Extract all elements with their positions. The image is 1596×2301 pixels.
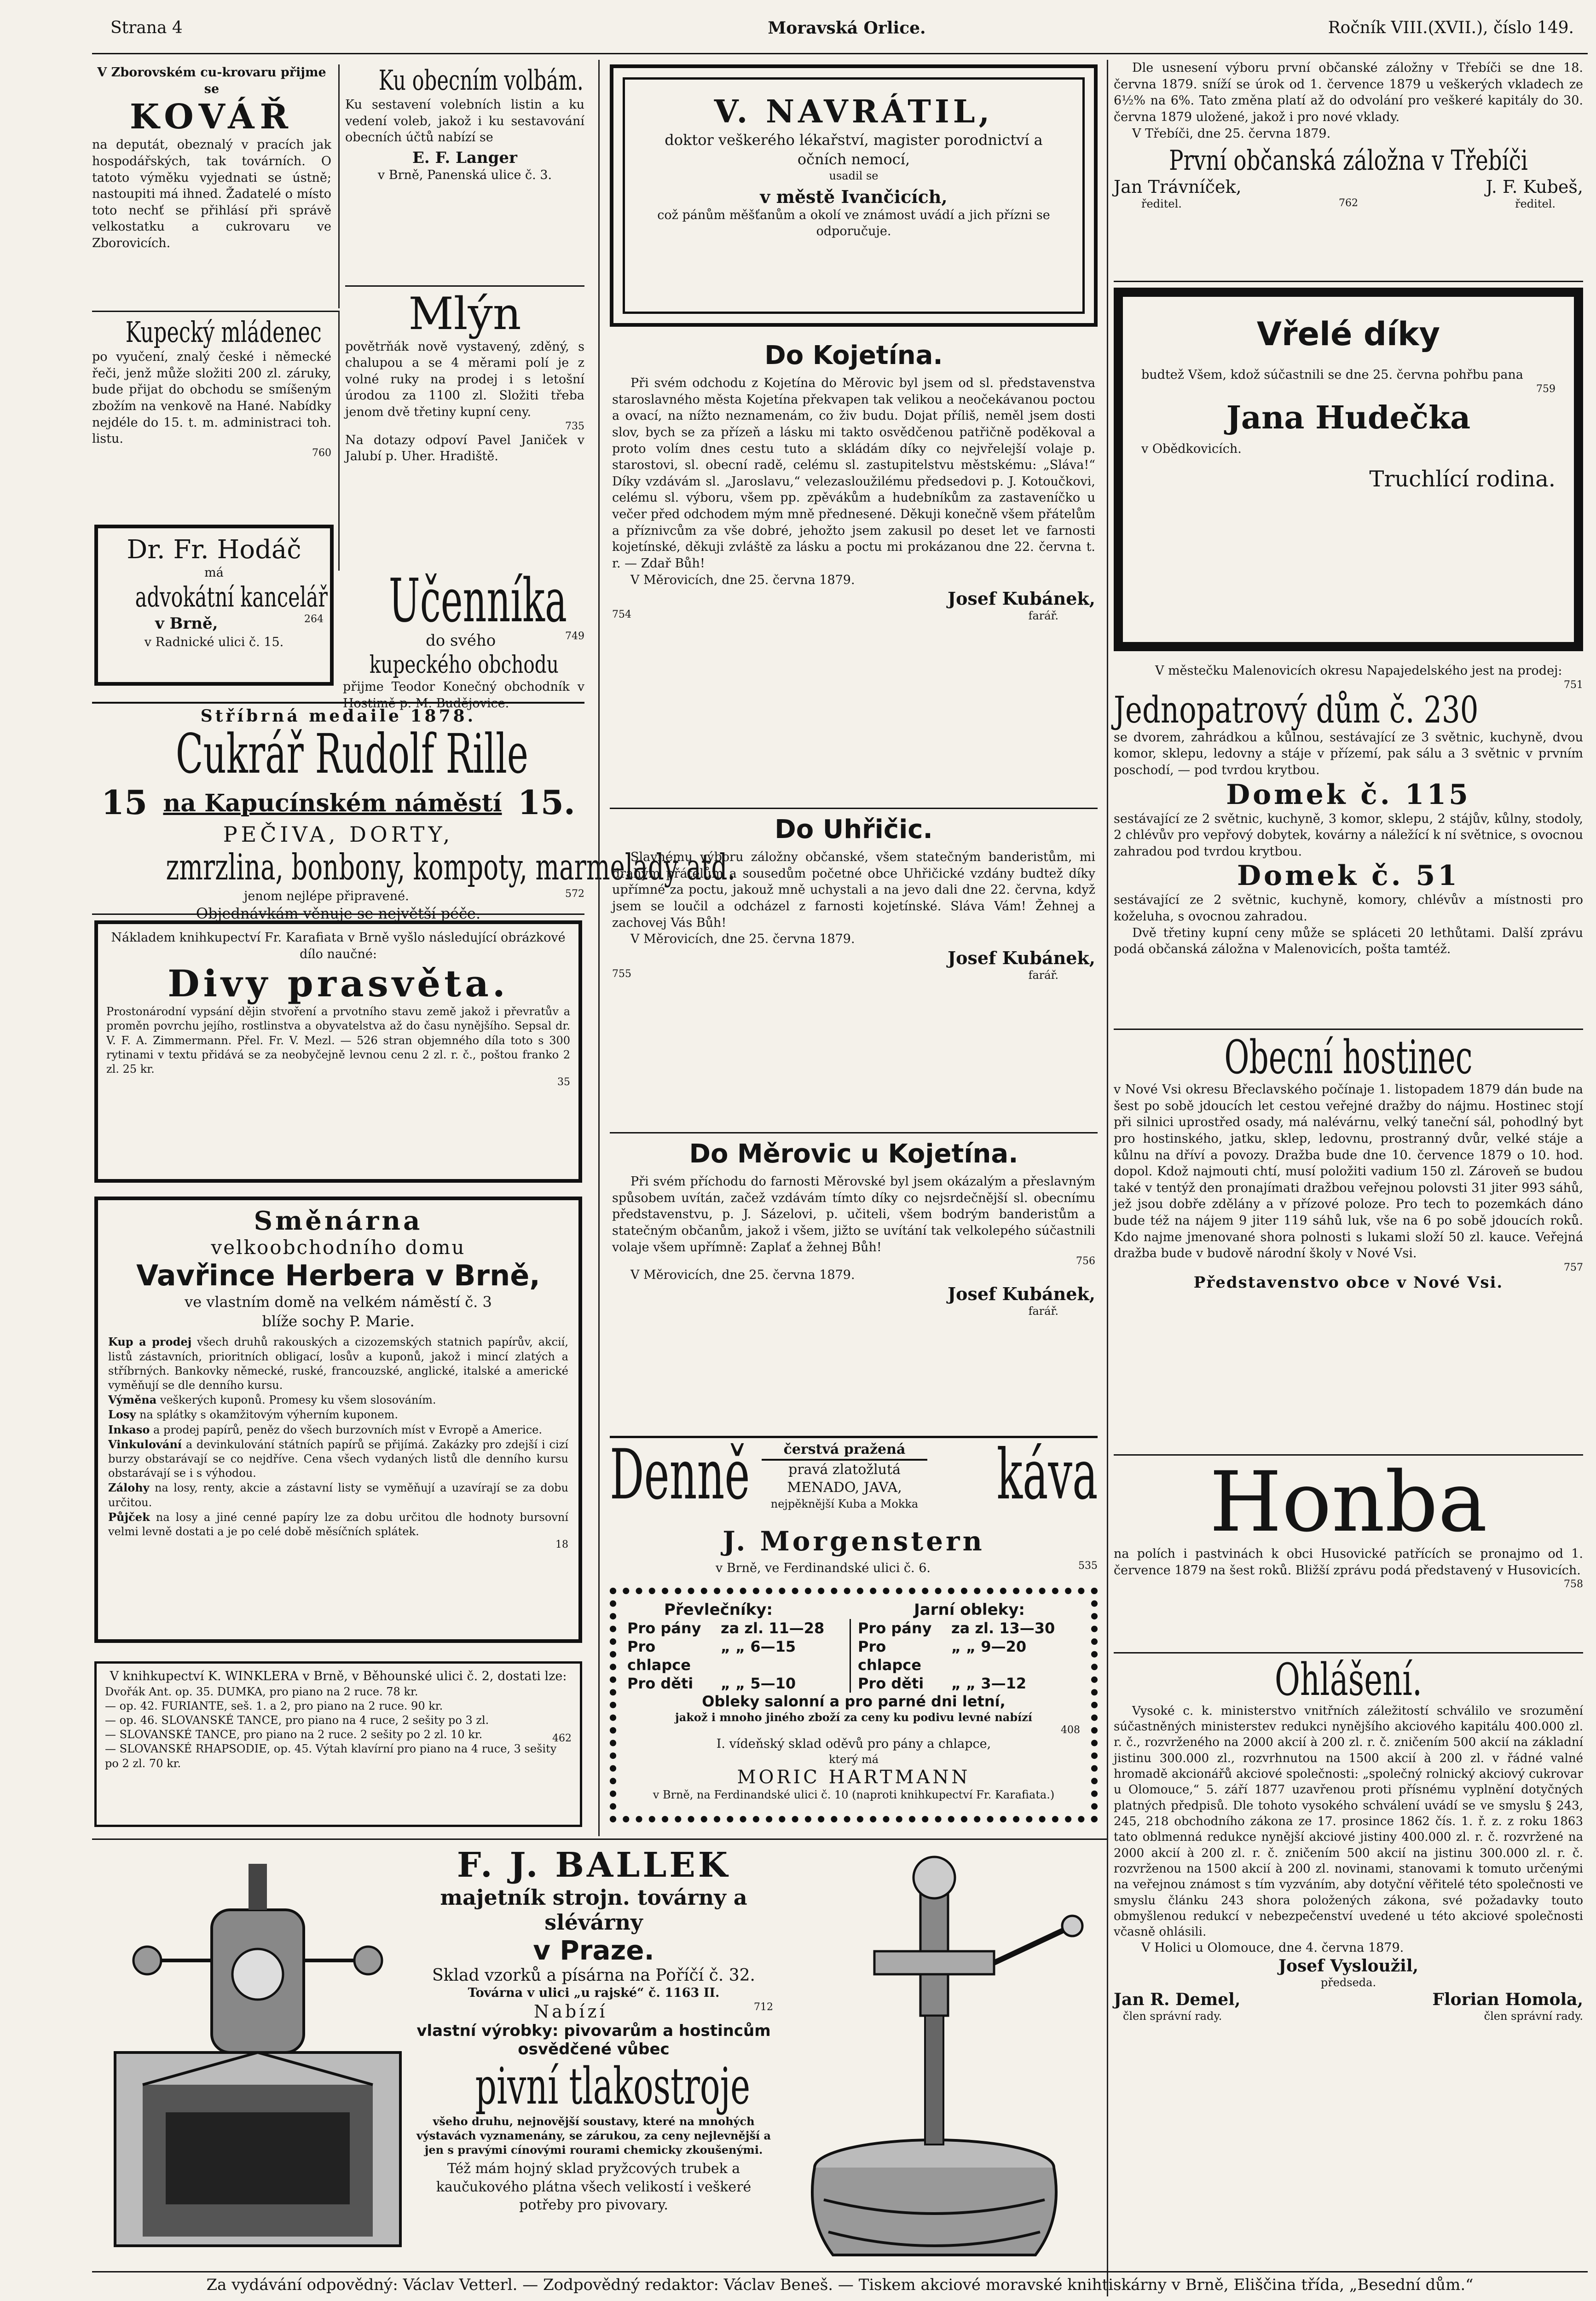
ad-divy <box>94 920 582 1183</box>
ad-winkler <box>94 1661 582 1827</box>
hodac-number: 264 <box>304 613 324 625</box>
zalozna-number: 762 <box>1339 197 1358 209</box>
rille-num-left: 15 <box>101 782 148 822</box>
winkler-number: 462 <box>552 1733 572 1744</box>
item-lead: Půjček <box>108 1510 150 1524</box>
hartmann-line1: Obleky salonní a pro parné dni letní, <box>702 1693 1006 1710</box>
ohlaseni-s2: Florian Homola, <box>1432 1990 1583 2010</box>
row-price: „ „ 5—10 <box>721 1674 851 1693</box>
item-lead: Inkaso <box>108 1422 150 1436</box>
honba-number: 758 <box>1564 1578 1583 1590</box>
hartmann-rows <box>627 1619 1080 1693</box>
list-item <box>108 1480 568 1509</box>
kojetin-role-row <box>612 609 1095 623</box>
table-row <box>627 1674 1080 1693</box>
smenarna-sub: velkoobchodního domu <box>211 1236 466 1259</box>
hartmann-line3: I. vídeňský sklad oděvů pro pány a chlapce, <box>716 1737 991 1752</box>
hodac-city-row <box>104 613 324 634</box>
ballek-sub: majetník strojn. továrny a slévárny <box>440 1885 747 1935</box>
hodac-name: Dr. Fr. Hodáč <box>127 535 301 565</box>
smenarna-loc2: blíže sochy P. Marie. <box>262 1312 415 1330</box>
hartmann-addr: v Brně, na Ferdinandské ulici č. 10 (naproti knihkupectví Fr. Karafiata.) <box>653 1788 1055 1801</box>
divider <box>92 913 584 915</box>
honba-title: Honba <box>1209 1454 1487 1550</box>
kava-mid: pravá zlatožlutá <box>788 1461 901 1478</box>
ballek-pivni: pivní tlakostroje <box>475 2056 751 2116</box>
smenarna-number: 18 <box>555 1539 568 1551</box>
hostinec-body: v Nové Vsi okresu Břeclavského počínaje 1. listopadem 1879 dán bude na šest po sobě jdoucích let cestou veřejné dražby do nájmu. Hostinec stojí při silnici uprostřed osady, má nalévárnu, velký taneční sál, pohodlný byt pro hostinského, jatku, sklep, ledovnu, prostranný dvůr, velké stáje a kůlnu na dříví a povozy. Dražba bude dne 10. července 1879 o 10. hod. dopol. Kdož najmouti chtí, musí položiti vadium 150 zl. Zároveň se budou také v tentýž den pronajímati dražbou veřejnou polovsti 31 jiter 993 sáhů, jež jsou dobře zdělány a v přízové poloze. Pro tech to pozemkách dáno bude též na nájem 9 jiter 119 sáhů luk, vše na 6 po sobě jdoucích roků. Kdo najme jmenované shora polnosti s lukami složí 50 zl. kauce. Veřejná dražba bude v budově národní školy v Nové Vsi. <box>1114 1082 1583 1261</box>
item-lead: Zálohy <box>108 1481 150 1495</box>
volby-name: E. F. Langer <box>412 148 517 167</box>
dum-end: Dvě třetiny kupní ceny může se spláceti 20 lethůtami. Další zprávu podá občanská záložna v Malenovicích, pošta tamtéž. <box>1114 925 1583 957</box>
kava-mid3: nejpěknější Kuba a Mokka <box>770 1497 919 1510</box>
row-label: Pro pány <box>627 1619 701 1637</box>
notice-diky <box>1114 288 1583 651</box>
divider <box>610 1132 1098 1133</box>
merovic-signature: Josef Kubánek, <box>948 1283 1095 1304</box>
mlyn-number: 735 <box>565 420 584 432</box>
notice-merovic <box>612 1139 1095 1318</box>
rille-orders: Objednávkám věnuje se největší péče. <box>196 904 481 922</box>
ad-hartmann <box>610 1588 1098 1822</box>
ohlaseni-s1r: člen správní rady. <box>1123 2010 1222 2023</box>
item-lead: Vinkulování <box>108 1437 182 1451</box>
navratil-sub: doktor veškerého lékařství, magister porodnictví a očních nemocí, <box>665 131 1043 168</box>
rille-products1: PEČIVA, DORTY, <box>223 821 454 847</box>
ad-mlyn <box>345 290 584 465</box>
ballek-body2: Též mám hojný sklad pryžcových trubek a kaučukového plátna všech velikostí i veškeré potřeby pro pivovary. <box>436 2161 752 2214</box>
column-divider <box>598 60 600 1836</box>
zalozna-title: První občanská záložna v Třebíči <box>1169 145 1528 177</box>
hartmann-name: MORIC HARTMANN <box>737 1767 971 1788</box>
zalozna-r1: ředitel. <box>1141 197 1182 211</box>
zalozna-date: V Třebíči, dne 25. června 1879. <box>1132 126 1331 141</box>
ohlaseni-s2r: člen správní rady. <box>1484 2010 1583 2023</box>
divider <box>92 311 338 312</box>
merovic-title: Do Měrovic u Kojetína. <box>689 1139 1018 1169</box>
kovar-intro: V Zborovském cu-krovaru přijme se <box>97 65 326 96</box>
item-text: všech druhů rakouských a cizozemských statnich papírův, akcií, listů zástavních, prioritních obligací, losův a kuponů, jakož i mincí zlatých a stříbrných. Bankovky německé, ruské, francouzské, anglické, italské a americké vyměňují se dle denního kursu. <box>108 1336 568 1392</box>
mladenec-body: po vyučení, znalý české i německé řeči, jenž může složiti 200 zl. záruky, bude přijat do obchodu se smíšeným zbožím na venkově na Hané. Nabídky nejdéle do 15. t. m. administraci toh. listu. <box>92 350 331 446</box>
domek1-title: Domek č. 115 <box>1226 778 1471 811</box>
rille-note: jenom nejlépe připravené. <box>244 889 409 903</box>
hostinec-number: 757 <box>1564 1261 1583 1273</box>
ballek-vyrobky: vlastní výrobky: pivovarům a hostincům osvědčené vůbec <box>416 2021 771 2058</box>
rille-num-right: 15. <box>517 782 575 822</box>
divy-body: Prostonárodní vypsání dějin stvoření a prvotního stavu země jakož i převratův a proměn povrchu jejího, rostlinstva a obyvatelstva až do času nynějšího. Sepsal dr. V. F. A. Zimmermann. Přel. Fr. V. Mezl. — 526 stran objemného díla toto s 300 rytinami v textu přidává se za neobyčejně levnou cenu 2 zl. r. č., poštou franko 2 zl. 25 kr. <box>106 1005 570 1075</box>
ballek-body: všeho druhu, nejnovější soustavy, které na mnohých výstavách vyznamenány, se zárukou, za ceny nejlevnější a jen s pravými cínovými rourami chemicky zkoušenými. <box>416 2114 771 2156</box>
column-2 <box>605 60 1102 1836</box>
ballek-tovarna: Továrna v ulici „u rajské“ č. 1163 II. <box>468 1986 720 2000</box>
divy-pub: Nákladem knihkupectví Fr. Karafiata v Brně vyšlo následující obrázkové dílo naučné: <box>111 931 566 961</box>
header-rule <box>92 53 1588 54</box>
zalozna-n1: Jan Trávníček, <box>1114 177 1242 197</box>
zalozna-r2: ředitel. <box>1515 197 1556 211</box>
issue-info: Ročník VIII.(XVII.), číslo 149. <box>1328 18 1574 37</box>
hodac-ma: má <box>204 566 224 580</box>
mladenec-title: Kupecký mládenec <box>125 315 322 349</box>
item-text: na losy, renty, akcie a zástavní listy se vyměňují a uzavírají se za dobu určitou. <box>108 1481 568 1509</box>
zalozna-roles <box>1114 197 1583 211</box>
kava-name: J. Morgenstern <box>723 1526 985 1557</box>
page-number: Strana 4 <box>110 18 183 37</box>
merovic-date: V Měrovicích, dne 25. června 1879. <box>630 1268 855 1283</box>
hartmann-line4: který má <box>828 1752 879 1766</box>
pressure-machine-illustration <box>97 1855 419 2260</box>
machine-icon <box>97 1855 419 2260</box>
page-header <box>110 18 1574 46</box>
ballek-text <box>414 1845 773 2214</box>
hodac-kancelar: advokátní kancelář <box>135 581 328 613</box>
domek2-title: Domek č. 51 <box>1237 860 1460 892</box>
ad-kovar <box>92 64 331 252</box>
item-text: a devinkulování státních papírů se přijímá. Zakázky pro zdejší i cizí burzy obstarávají se co nejdříve. Cena všech vydaných listů dle denního kursu obstarávají se i s výhodou. <box>108 1438 568 1480</box>
hodac-street: v Radnické ulici č. 15. <box>144 635 284 649</box>
row-price: „ „ 6—15 <box>721 1637 851 1674</box>
ad-kava <box>610 1435 1098 1583</box>
column-3 <box>1114 60 1588 2296</box>
column-divider <box>1107 60 1108 2296</box>
barrel-icon <box>782 1850 1100 2264</box>
notice-zalozna <box>1114 60 1583 211</box>
ballek-number: 712 <box>754 2001 773 2013</box>
volby-body: Ku sestavení volebních listin a ku vedení voleb, jakož i ku sestavování obecních účtů nabízí se <box>345 98 584 145</box>
hartmann-number: 408 <box>1061 1724 1080 1736</box>
ad-navratil <box>610 64 1098 327</box>
divy-number: 35 <box>557 1076 570 1088</box>
rille-products2: zmrzlina, bonbony, kompoty, marmelady atd. <box>166 846 735 888</box>
ohlaseni-s1: Jan R. Demel, <box>1114 1990 1241 2010</box>
merovic-number: 756 <box>1076 1255 1095 1267</box>
item-text: na splátky s okamžitovým výherním kuponem. <box>139 1408 398 1422</box>
ohlaseni-sigrole: předseda. <box>1320 1976 1376 1989</box>
dum-intro: V městečku Malenovicích okresu Napajedelského jest na prodej: <box>1155 664 1562 678</box>
list-item: Dvořák Ant. op. 35. DUMKA, pro piano na 2 ruce. 78 kr. <box>105 1685 418 1698</box>
ucennik-number: 749 <box>565 630 584 642</box>
item-lead: Výměna <box>108 1393 157 1407</box>
divider <box>1114 281 1583 282</box>
ucennik-line2: kupeckého obchodu <box>369 651 559 679</box>
ucennik-title: Učenníka <box>388 566 567 636</box>
kojetin-role: farář. <box>1028 609 1058 623</box>
uhricic-role: farář. <box>1028 968 1058 982</box>
item-lead: Kup a prodej <box>108 1335 192 1349</box>
ad-hodac <box>94 525 334 686</box>
item-text: na losy a jiné cenné papíry lze za dobu určitou dle hodnoty bursovní velmi levně dostati a je po celé době měsíčních splátek. <box>108 1510 568 1538</box>
notice-ohlaseni <box>1114 1654 1583 2023</box>
notice-hostinec <box>1114 1030 1583 1292</box>
kovar-title: KOVÁŘ <box>129 97 294 137</box>
ucennik-line1: do svého <box>426 631 496 650</box>
hartmann-h1: Převlečníky: <box>664 1601 773 1619</box>
ballek-title: F. J. BALLEK <box>457 1845 731 1885</box>
divider <box>345 285 584 287</box>
smenarna-title: Směnárna <box>254 1206 423 1236</box>
navratil-usadil: usadil se <box>829 169 879 183</box>
dum-number: 751 <box>1564 679 1583 691</box>
diky-place: v Obědkovicích. <box>1141 441 1242 456</box>
volby-title: Ku obecním volbám. <box>378 64 584 97</box>
kava-dene: Denně <box>610 1435 750 1515</box>
zalozna-n2: J. F. Kubeš, <box>1486 177 1583 197</box>
row-label: Pro děti <box>627 1675 694 1692</box>
divider <box>92 1838 1107 1840</box>
smenarna-items <box>108 1335 568 1539</box>
list-item <box>108 1407 568 1422</box>
domek2-body: sestávající ze 2 světnic, kuchyně, komory, chlévův a místnosti pro koželuha, s ovocnou zahradou. <box>1114 893 1583 924</box>
table-row <box>627 1619 1080 1637</box>
hartmann-h2: Jarní obleky: <box>914 1601 1025 1619</box>
navratil-body: což pánům měšťanům a okolí ve známost uvádí a jich přízni se odporučuje. <box>657 208 1050 239</box>
divider <box>338 64 340 308</box>
kava-number: 535 <box>1078 1560 1098 1572</box>
honba-body: na polích i pastvinách k obci Husovické patřících se pronajmo od 1. července 1879 na šest roků. Bližší zprávu podá představený v Husovicích. <box>1114 1547 1583 1578</box>
uhricic-number: 755 <box>612 968 631 980</box>
uhricic-date: V Měrovicích, dne 25. června 1879. <box>630 932 855 947</box>
item-text: a prodej papírů, peněz do všech burzovních míst v Evropě a Americe. <box>153 1423 542 1436</box>
mlyn-title: Mlýn <box>408 288 521 340</box>
diky-sign: Truchlící rodina. <box>1369 466 1556 492</box>
uhricic-signature: Josef Kubánek, <box>948 947 1095 968</box>
list-item <box>108 1422 568 1437</box>
kojetin-signature: Josef Kubánek, <box>948 588 1095 609</box>
kava-middle <box>762 1440 927 1511</box>
rille-number: 572 <box>565 888 584 900</box>
ucennik-body: přijme Teodor Konečný obchodník v Hostimě p. M. Budějovice. <box>343 679 584 711</box>
barrel-illustration <box>782 1850 1100 2264</box>
volby-addr: v Brně, Panenská ulice č. 3. <box>377 168 552 182</box>
row-price: „ „ 9—20 <box>951 1638 1027 1655</box>
row-price: „ „ 3—12 <box>951 1675 1027 1692</box>
ballek-city: v Praze. <box>533 1935 654 1966</box>
kovar-body: na deputát, obeznalý v pracích jak hospodářských, tak továrních. O tatoto výměku vyjednati se ústně; nastoupiti má ihned. Žadatelé o místo toto nechť se přihlásí při správě velkostatku a cukrovaru ve Zborovicích. <box>92 138 331 250</box>
ad-rille <box>92 706 735 922</box>
kava-title: káva <box>996 1435 1098 1515</box>
row-price: za zl. 13—30 <box>951 1619 1055 1637</box>
ad-volby <box>345 64 584 184</box>
uhricic-title: Do Uhřičic. <box>775 815 933 844</box>
divider <box>1114 1029 1583 1030</box>
notice-kojetin <box>612 341 1095 623</box>
divider <box>1114 1652 1583 1653</box>
domek1-body: sestávající ze 2 světnic, kuchyně, 3 komor, sklepu, 2 stájův, kůlny, stodoly, 2 chlévův pro vepřový dobytek, kovárny a náležící k ní světnice, s ovocnou zahradou pod tvrdou krytbou. <box>1114 811 1583 859</box>
notice-honba <box>1114 1454 1583 1590</box>
row-label: Pro pány <box>858 1619 932 1637</box>
ad-ucennik <box>343 566 584 711</box>
list-item <box>108 1437 568 1481</box>
footer-rule <box>92 2271 1588 2272</box>
footer-imprint: Za vydávání odpovědný: Václav Vetterl. — Zodpovědný redaktor: Václav Beneš. — Tiskem akciové moravské knihtiskárny v Brně, Eliščina třída, „Besední dům.“ <box>206 2276 1474 2294</box>
kojetin-title: Do Kojetína. <box>764 341 943 370</box>
list-item <box>108 1510 568 1539</box>
smenarna-name: Vavřince Herbera v Brně, <box>136 1259 540 1292</box>
kojetin-body: Při svém odchodu z Kojetína do Měrovic byl jsem od sl. představenstva staroslavného města Kojetína překvapen tak velikou a neočekávanou poctou a ovací, na nížto neznamenám, co živ budu. Dojat příliš, neměl jsem dosti slov, bych se za přízeň a lásku mi takto osvědčenou patřičně poděkoval a proto volím dnes cestu tuto a skládám díky co nejvřelejší volaje p. starostovi, sl. obecní radě, celému sl. zastupitelstvu městskému: „Sláva!“ Díky vzdávám sl. „Jaroslavu,“ velezasloužilému předsedovi p. J. Kotoučkovi, celému sl. výboru, všem pp. zpěvákům a hudebníkům za zastaveníčko u večer před odchodem mým mně přednesené. Děkuji konečně všem přátelům a příznivcům za vše dobré, jehožto jsem zakusil po deset let ve farnosti kojetínské, děkuji zvláště za lásku a poctu mi prokázanou dne 22. června t. r. — Zdař Bůh! <box>612 376 1095 571</box>
ad-ballek <box>92 1841 1104 2269</box>
ohlaseni-signers <box>1114 1990 1583 2009</box>
hartmann-headers <box>627 1601 1080 1619</box>
item-text: veškerých kuponů. Promesy ku všem slosováním. <box>160 1393 436 1407</box>
kava-mid2: MENADO, JAVA, <box>787 1480 902 1496</box>
kava-addr: v Brně, ve Ferdinandské ulici č. 6. <box>716 1561 931 1575</box>
zalozna-body: Dle usnesení výboru první občanské záložny v Třebíči se dne 18. června 1879. sníží se úrok od 1. července 1879 u veškerých vkladech ze 6½% na 6%. Tato změna platí až do odvolání pro veškeré kapitály do 30. června 1879 uložené, jakož i pro nové vklady. <box>1114 61 1583 124</box>
kava-top: čerstvá pražená <box>762 1440 927 1461</box>
kojetin-number: 754 <box>612 609 631 621</box>
hartmann-line2: jakož i mnoho jiného zboží za ceny ku podivu levné nabízí <box>675 1711 1032 1724</box>
notice-dum <box>1114 663 1583 958</box>
mlyn-body: povětrňák nově vystavený, zděný, s chalupou a se 4 měrami polí je z volné ruky na prodej i s letošní úrodou za 1100 zl. Složiti třeba jenom dvě třetiny kupní ceny. <box>345 339 584 420</box>
ad-smenarna <box>94 1197 582 1643</box>
list-item: — SLOVANSKÉ TANCE, pro piano na 2 ruce. 2 sešity po 2 zl. 10 kr. <box>105 1728 483 1741</box>
mlyn-contact: Na dotazy odpoví Pavel Janiček v Jalubí p. Uher. Hradiště. <box>345 433 584 464</box>
rille-place: na Kapucínském náměstí <box>163 789 502 817</box>
row-price: za zl. 11—28 <box>721 1619 851 1637</box>
list-item: — op. 42. FURIANTE, seš. 1. a 2, pro piano na 2 ruce. 90 kr. <box>105 1699 443 1712</box>
ohlaseni-signer-roles <box>1114 2009 1583 2023</box>
rille-place-row <box>92 783 584 822</box>
ohlaseni-title: Ohlášení. <box>1274 1654 1423 1706</box>
diky-title: Vřelé díky <box>1256 315 1440 353</box>
row-label: Pro chlapce <box>627 1638 691 1674</box>
winkler-intro: V knihkupectví K. WINKLERA v Brně, v Běhounské ulici č. 2, dostati lze: <box>110 1669 567 1683</box>
diky-number: 759 <box>1536 383 1556 395</box>
rille-medal: Stříbrná medaile 1878. <box>200 706 476 726</box>
ballek-nabizi: Nabízí <box>534 2001 608 2022</box>
uhricic-role-row <box>612 968 1095 983</box>
diky-body: budtež Všem, kdož súčastnili se dne 25. června pohřbu pana <box>1141 368 1523 382</box>
navratil-inner <box>623 77 1085 314</box>
list-item: — SLOVANSKÉ RHAPSODIE, op. 45. Výtah klavírní pro piano na 4 ruce, 3 sešity po 2 zl. 70 kr. <box>105 1742 557 1770</box>
ballek-nabizi-row <box>414 2001 773 2022</box>
hostinec-signature: Představenstvo obce v Nové Vsi. <box>1193 1273 1503 1292</box>
navratil-title: V. NAVRÁTIL, <box>714 93 994 130</box>
item-lead: Losy <box>108 1408 136 1422</box>
dum-title: Jednopatrový dům č. 230 <box>1114 688 1479 731</box>
divy-title: Divy prasvěta. <box>168 962 509 1006</box>
merovic-role: farář. <box>1028 1304 1058 1318</box>
row-label: Pro děti <box>858 1675 924 1692</box>
rille-title: Cukrář Rudolf Rille <box>175 722 528 786</box>
kojetin-date: V Měrovicích, dne 25. června 1879. <box>630 572 855 587</box>
list-item <box>108 1335 568 1393</box>
zalozna-signers <box>1114 177 1583 197</box>
divider <box>338 311 340 571</box>
ohlaseni-date: V Holici u Olomouce, dne 4. června 1879. <box>1141 1941 1404 1955</box>
ballek-sklad: Sklad vzorků a písárna na Poříčí č. 32. <box>432 1966 755 1985</box>
list-item <box>108 1393 568 1407</box>
row-label: Pro chlapce <box>858 1638 921 1674</box>
divider <box>610 808 1098 809</box>
rille-note-row <box>92 888 584 905</box>
kava-addr-row <box>610 1560 1098 1577</box>
uhricic-body: Slavnému výboru záložny občanské, všem statečným banderistům, mi drahým přátelům a sousedům početné obce Uhřičické vzdány budtež díky upřímné za poctu, jakouž mně uchystali a na jevo dali dne 22. června, když jsem se loučil a odcházel z farnosti kojetínské. Sláva Vám! Žehnej a zachovej Vás Bůh! <box>612 850 1095 930</box>
diky-name: Jana Hudečka <box>1226 399 1471 436</box>
dum-body: se dvorem, zahrádkou a kůlnou, sestávající ze 3 světnic, kuchyně, dvou komor, sklepu, ledovny a stáje v přízemí, pak sálu a 3 světnic v prvním poschodí, — pod tvrdou krytbou. <box>1114 730 1583 777</box>
ohlaseni-body: Vysoké c. k. ministerstvo vnitřních záležitostí schválilo ve srozumění súčastněných ministerstev redukci nynějšího akciového kapitálu 400.000 zl. r. č., rozvrženého na 2000 akcií à 200 zl. r. č. zničením 500 akcií na základní jistinu 300.000 zl., rozvrhnutou na 1500 akcií à 200 zl. v řádné valné hromadě akcionářů akciové společnosti: „společný rolnický akciový cukrovar u Olomouce,“ 5. září 1877 uzavřenou proti přísnému vyplnění dotyčných platných předpisů. Dle tohoto vysokého schválení uvádí se ve smyslu § 243, 245, 218 obchodního zákona ze 17. prosince 1862 čís. 1. ř. z. z roku 1863 tato oblmenná redukce nynější akciové jistiny 400.000 zl. r. č. rozvržené na 2000 akcií à 200 zl. r. č. zničením 500 akcií na jistinu 300.000 zl. r. č. rozvrženou na 1500 akcií à 200 zl. novinami, stanovami k tomuto určenými na veřejnou známost s tím vyzváním, aby dotyční věřitelé této společnosti ve smyslu článku 243 shora položených zákona, své požadavky touto obmyšlenou redukcí v nebezpečenství uvedené u této akciové společnosti včasně ohlásili. <box>1114 1704 1583 1939</box>
newspaper-title: Moravská Orlice. <box>768 18 926 38</box>
navratil-town: v městě Ivančicích, <box>760 186 948 207</box>
hodac-city: v Brně, <box>155 614 218 633</box>
mladenec-number: 760 <box>312 447 331 459</box>
merovic-body: Při svém příchodu do farnosti Měrovské byl jsem okázalým a přeslavným spůsobem uvítán, začež vzdávám tímto díky co nejsrdečnější sl. obecnímu představenstvu, p. J. Sázelovi, p. učiteli, všem bodrým banderistům a statečným občanům, jakož i všem, jižto se uvítání tak velkolepého súčastnili volaje všem upřímně: Zaplať a žehnej Bůh! <box>612 1174 1095 1255</box>
divider <box>92 702 584 704</box>
list-item: — op. 46. SLOVANSKÉ TANCE, pro piano na 4 ruce, 2 sešity po 3 zl. <box>105 1714 489 1727</box>
table-row <box>627 1637 1080 1674</box>
smenarna-loc1: ve vlastním domě na velkém náměstí č. 3 <box>185 1293 492 1311</box>
ohlaseni-signature: Josef Vysloužil, <box>1278 1956 1419 1976</box>
hostinec-title: Obecní hostinec <box>1224 1030 1473 1084</box>
notice-uhricic <box>612 815 1095 983</box>
ad-mladenec <box>92 315 331 459</box>
